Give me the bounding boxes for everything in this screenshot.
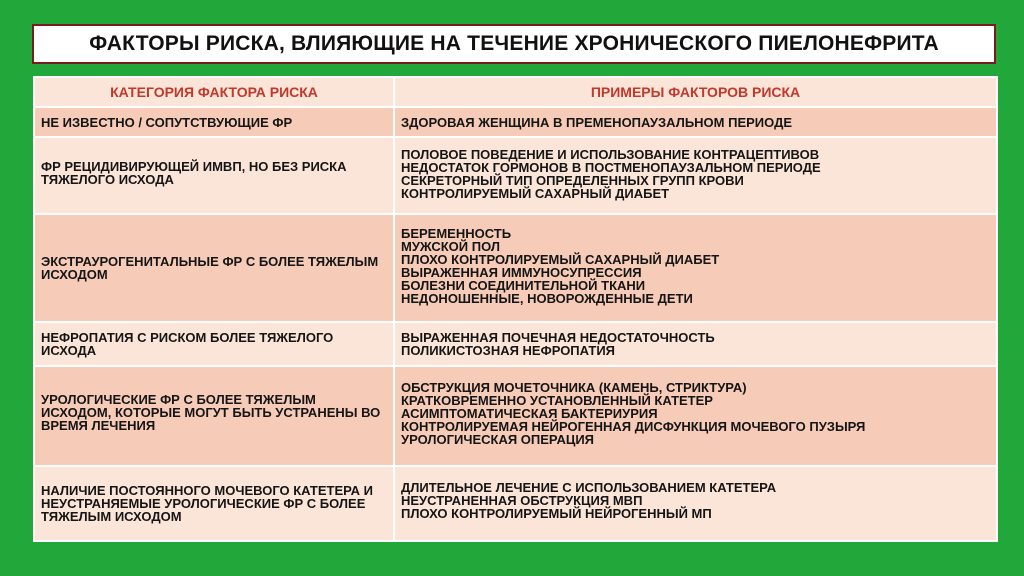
category-cell: ЭКСТРАУРОГЕНИТАЛЬНЫЕ ФР С БОЛЕЕ ТЯЖЕЛЫМ ИСХОДОМ — [34, 214, 394, 322]
example-item: АСИМПТОМАТИЧЕСКАЯ БАКТЕРИУРИЯ — [401, 406, 658, 421]
table-row — [34, 366, 997, 466]
examples-cell — [394, 322, 997, 366]
table-row — [34, 466, 997, 541]
examples-cell — [394, 366, 997, 466]
examples-cell — [394, 137, 997, 214]
example-item: КРАТКОВРЕМЕННО УСТАНОВЛЕННЫЙ КАТЕТЕР — [401, 393, 713, 408]
example-item: ВЫРАЖЕННАЯ ПОЧЕЧНАЯ НЕДОСТАТОЧНОСТЬ — [401, 330, 715, 345]
risk-factors-table — [33, 76, 998, 542]
example-item: СЕКРЕТОРНЫЙ ТИП ОПРЕДЕЛЕННЫХ ГРУПП КРОВИ — [401, 173, 744, 188]
slide-title: ФАКТОРЫ РИСКА, ВЛИЯЮЩИЕ НА ТЕЧЕНИЕ ХРОНИЧЕСКОГО ПИЕЛОНЕФРИТА — [89, 32, 939, 55]
example-item: ВЫРАЖЕННАЯ ИММУНОСУПРЕССИЯ — [401, 265, 642, 280]
header-category: КАТЕГОРИЯ ФАКТОРА РИСКА — [34, 77, 394, 107]
category-cell: ФР РЕЦИДИВИРУЮЩЕЙ ИМВП, НО БЕЗ РИСКА ТЯЖЕЛОГО ИСХОДА — [34, 137, 394, 214]
table-row — [34, 107, 997, 137]
table-header-row — [34, 77, 997, 107]
examples-cell — [394, 466, 997, 541]
example-item: ПЛОХО КОНТРОЛИРУЕМЫЙ САХАРНЫЙ ДИАБЕТ — [401, 252, 720, 267]
category-cell: НАЛИЧИЕ ПОСТОЯННОГО МОЧЕВОГО КАТЕТЕРА И НЕУСТРАНЯЕМЫЕ УРОЛОГИЧЕСКИЕ ФР С БОЛЕЕ ТЯЖЕЛЫМ ИСХОДОМ — [34, 466, 394, 541]
example-item: КОНТРОЛИРУЕМАЯ НЕЙРОГЕННАЯ ДИСФУНКЦИЯ МОЧЕВОГО ПУЗЫРЯ — [401, 419, 866, 434]
example-item: ПОЛИКИСТОЗНАЯ НЕФРОПАТИЯ — [401, 343, 616, 358]
header-examples: ПРИМЕРЫ ФАКТОРОВ РИСКА — [394, 77, 997, 107]
example-item: ДЛИТЕЛЬНОЕ ЛЕЧЕНИЕ С ИСПОЛЬЗОВАНИЕМ КАТЕТЕРА — [401, 480, 777, 495]
examples-cell — [394, 214, 997, 322]
category-cell: УРОЛОГИЧЕСКИЕ ФР С БОЛЕЕ ТЯЖЕЛЫМ ИСХОДОМ, КОТОРЫЕ МОГУТ БЫТЬ УСТРАНЕНЫ ВО ВРЕМЯ ЛЕЧЕНИЯ — [34, 366, 394, 466]
category-cell: НЕФРОПАТИЯ С РИСКОМ БОЛЕЕ ТЯЖЕЛОГО ИСХОДА — [34, 322, 394, 366]
slide-title-box — [32, 24, 996, 64]
examples-cell — [394, 107, 997, 137]
example-item: МУЖСКОЙ ПОЛ — [401, 239, 500, 254]
category-cell: НЕ ИЗВЕСТНО / СОПУТСТВУЮЩИЕ ФР — [34, 107, 394, 137]
example-item: ОБСТРУКЦИЯ МОЧЕТОЧНИКА (КАМЕНЬ, СТРИКТУРА) — [401, 380, 747, 395]
example-item: ПОЛОВОЕ ПОВЕДЕНИЕ И ИСПОЛЬЗОВАНИЕ КОНТРАЦЕПТИВОВ — [401, 147, 820, 162]
example-item: ПЛОХО КОНТРОЛИРУЕМЫЙ НЕЙРОГЕННЫЙ МП — [401, 506, 712, 521]
example-item: БОЛЕЗНИ СОЕДИНИТЕЛЬНОЙ ТКАНИ — [401, 278, 646, 293]
example-item: ЗДОРОВАЯ ЖЕНЩИНА В ПРЕМЕНОПАУЗАЛЬНОМ ПЕРИОДЕ — [401, 114, 793, 130]
example-item: НЕДОСТАТОК ГОРМОНОВ В ПОСТМЕНОПАУЗАЛЬНОМ ПЕРИОДЕ — [401, 160, 821, 175]
table-row — [34, 137, 997, 214]
table-row — [34, 214, 997, 322]
example-item: БЕРЕМЕННОСТЬ — [401, 226, 512, 241]
example-item: НЕДОНОШЕННЫЕ, НОВОРОЖДЕННЫЕ ДЕТИ — [401, 291, 693, 306]
example-item: УРОЛОГИЧЕСКАЯ ОПЕРАЦИЯ — [401, 432, 595, 447]
example-item: НЕУСТРАНЕННАЯ ОБСТРУКЦИЯ МВП — [401, 493, 643, 508]
table-row — [34, 322, 997, 366]
example-item: КОНТРОЛИРУЕМЫЙ САХАРНЫЙ ДИАБЕТ — [401, 186, 670, 201]
